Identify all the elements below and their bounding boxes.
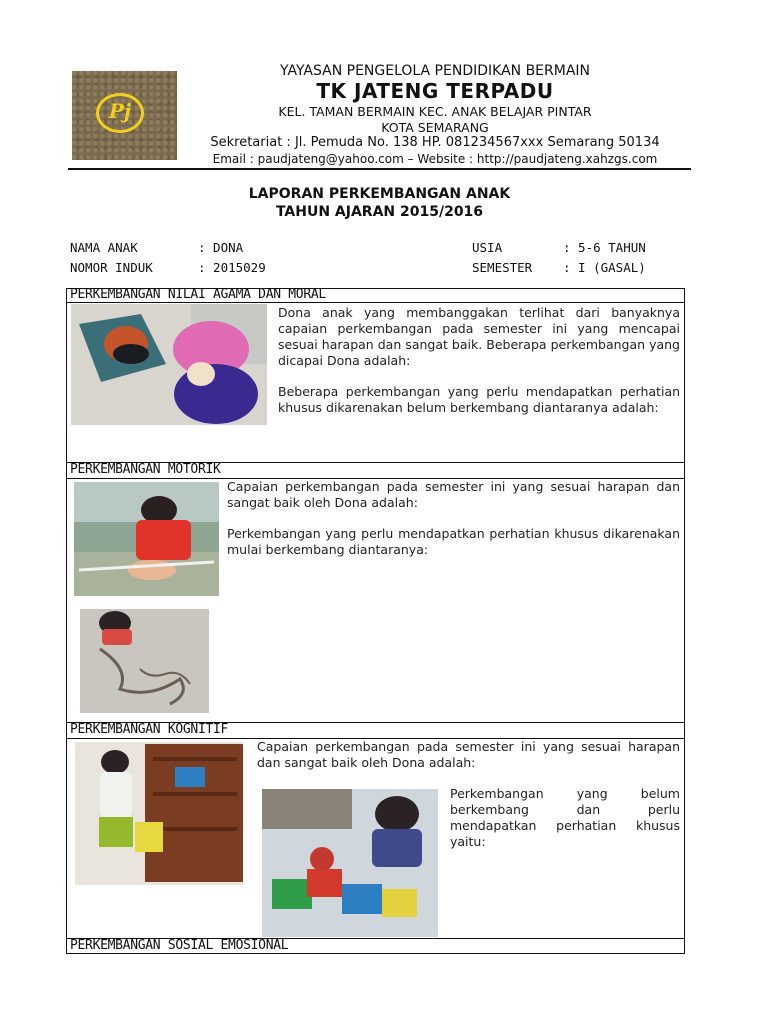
report-title: LAPORAN PERKEMBANGAN ANAK: [248, 186, 511, 202]
photo-child-with-toy-shelf: [75, 742, 243, 885]
name-label: NAMA ANAK: [70, 240, 138, 255]
photo-praying-children: [71, 304, 267, 425]
section-divider: [67, 302, 684, 303]
photo-child-drawing-sand: [80, 609, 209, 713]
foundation-name: YAYASAN PENGELOLA PENDIDIKAN BERMAIN: [279, 63, 591, 79]
photo-child-with-puzzle-mats: [262, 789, 438, 937]
section-title-motor: PERKEMBANGAN MOTORIK: [70, 462, 221, 477]
section-title-social: PERKEMBANGAN SOSIAL EMOSIONAL: [70, 938, 289, 953]
section-title-religion: PERKEMBANGAN NILAI AGAMA DAN MORAL: [70, 287, 326, 302]
semester-label: SEMESTER: [472, 260, 533, 275]
motor-achievement-text: Capaian perkembangan pada semester ini yang sesuai harapan dan sangat baik oleh Dona adalah:: [227, 479, 680, 510]
logo-emblem: [96, 93, 144, 133]
cognitive-attention-text: Perkembangan yang belum berkembang dan perlu mendapatkan perhatian khusus yaitu:: [450, 786, 680, 849]
religion-attention-text: Beberapa perkembangan yang perlu mendapatkan perhatian khusus dikarenakan belum berkembang diantaranya adalah:: [278, 384, 680, 415]
section-title-cognitive: PERKEMBANGAN KOGNITIF: [70, 722, 229, 737]
address-line-2: KOTA SEMARANG: [381, 120, 489, 135]
development-table: [66, 288, 685, 954]
contact-line: Email : paudjateng@yahoo.com – Website : http://paudjateng.xahzgs.com: [212, 152, 658, 166]
motor-attention-text: Perkembangan yang perlu mendapatkan perhatian khusus dikarenakan mulai berkembang diantaranya:: [227, 526, 680, 557]
photo-child-playing-outdoor: [74, 482, 219, 596]
address-line-1: KEL. TAMAN BERMAIN KEC. ANAK BELAJAR PINTAR: [278, 104, 592, 119]
religion-achievement-text: Dona anak yang membanggakan terlihat dari banyaknya capaian perkembangan pada semester ini yang mencapai sesuai harapan dan sangat baik. Beberapa perkembangan yang dicapai Dona adalah:: [278, 305, 680, 368]
id-label: NOMOR INDUK: [70, 260, 153, 275]
name-value: : DONA: [198, 240, 244, 255]
report-year: TAHUN AJARAN 2015/2016: [275, 204, 484, 220]
age-value: : 5-6 TAHUN: [563, 240, 646, 255]
logo-text: Pj: [108, 99, 132, 123]
cognitive-achievement-text: Capaian perkembangan pada semester ini yang sesuai harapan dan sangat baik oleh Dona adalah:: [257, 739, 680, 770]
header-divider: [68, 168, 691, 170]
age-label: USIA: [472, 240, 503, 255]
id-value: : 2015029: [198, 260, 266, 275]
school-name: TK JATENG TERPADU: [316, 79, 554, 103]
secretariat-line: Sekretariat : Jl. Pemuda No. 138 HP. 081234567xxx Semarang 50134: [210, 135, 660, 150]
semester-value: : I (GASAL): [563, 260, 646, 275]
school-logo: [72, 71, 177, 160]
